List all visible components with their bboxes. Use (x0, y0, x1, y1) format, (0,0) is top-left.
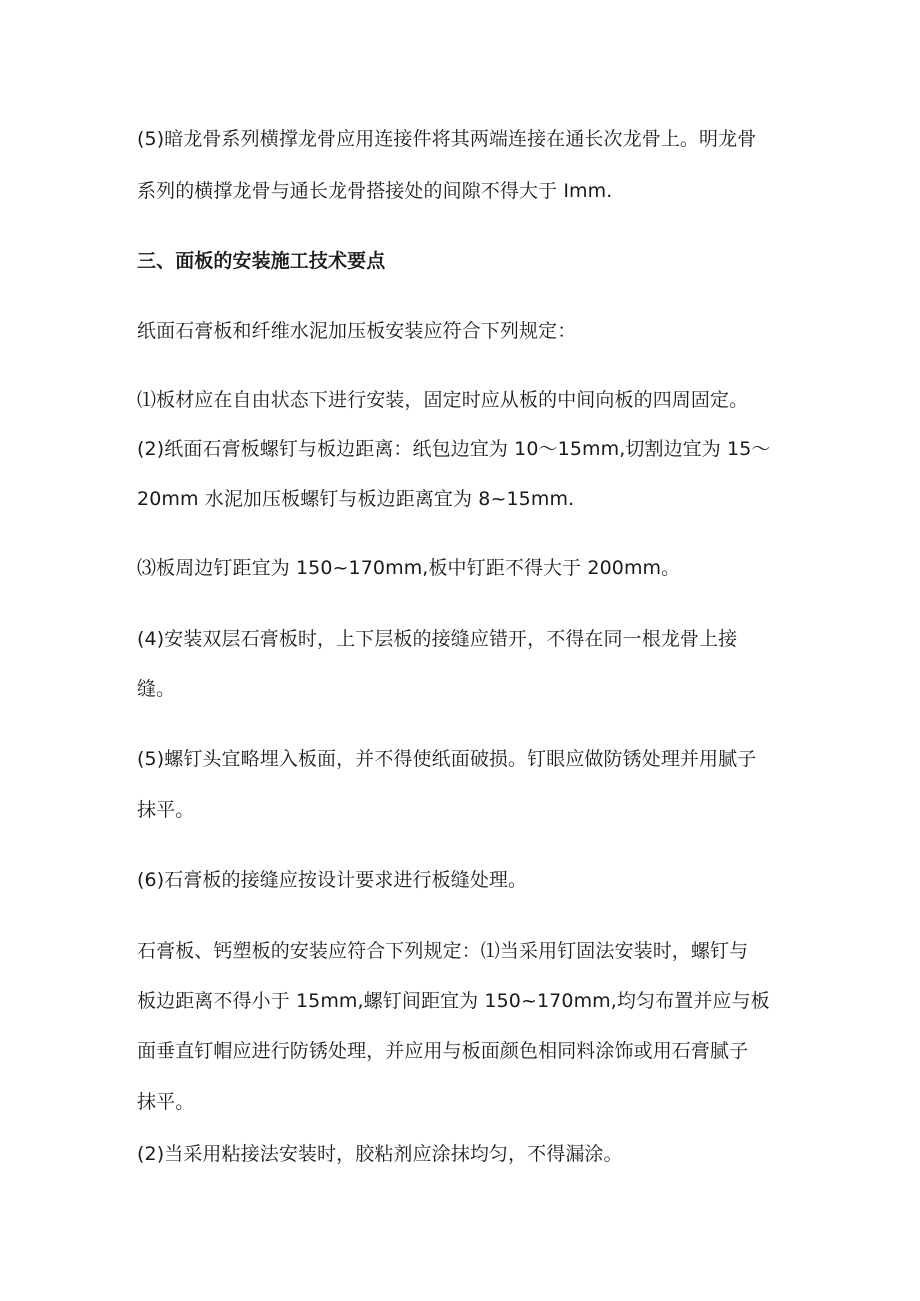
paragraph-line: ⑶板周边钉距宜为 150~170mm,板中钉距不得大于 200mm。 (137, 557, 681, 579)
paragraph-line: 板边距离不得小于 15mm,螺钉间距宜为 150~170mm,均匀布置并应与板 (137, 990, 770, 1012)
paragraph-line: (2)纸面石膏板螺钉与板边距离：纸包边宜为 10～15mm,切割边宜为 15～ (137, 438, 771, 460)
paragraph-line: 20mm 水泥加压板螺钉与板边距离宜为 8~15mm. (137, 488, 575, 510)
paragraph-line: 纸面石膏板和纤维水泥加压板安装应符合下列规定： (137, 320, 577, 342)
paragraph-line: (6)石膏板的接缝应按设计要求进行板缝处理。 (137, 869, 528, 891)
paragraph-line: (4)安装双层石膏板时，上下层板的接缝应错开，不得在同一根龙骨上接 (137, 628, 738, 650)
paragraph-line: (2)当采用粘接法安装时，胶粘剂应涂抹均匀，不得漏涂。 (137, 1143, 623, 1165)
paragraph-line: 抹平。 (137, 799, 195, 821)
paragraph-line: (5)螺钉头宜略埋入板面，并不得使纸面破损。钉眼应做防锈处理并用腻子 (137, 748, 757, 770)
paragraph-line: (5)暗龙骨系列横撑龙骨应用连接件将其两端连接在通长次龙骨上。明龙骨 (137, 128, 757, 150)
paragraph-line: 抹平。 (137, 1091, 195, 1113)
paragraph-line: 系列的横撑龙骨与通长龙骨搭接处的间隙不得大于 Imm. (137, 180, 613, 202)
paragraph-line: ⑴板材应在自由状态下进行安装，固定时应从板的中间向板的四周固定。 (137, 389, 749, 411)
paragraph-line: 石膏板、钙塑板的安装应符合下列规定：⑴当采用钉固法安装时，螺钉与 (137, 940, 749, 962)
paragraph-line: 面垂直钉帽应进行防锈处理，并应用与板面颜色相同料涂饰或用石膏腻子 (137, 1040, 749, 1062)
section-heading: 三、面板的安装施工技术要点 (137, 250, 386, 272)
paragraph-line: 缝。 (137, 678, 176, 700)
